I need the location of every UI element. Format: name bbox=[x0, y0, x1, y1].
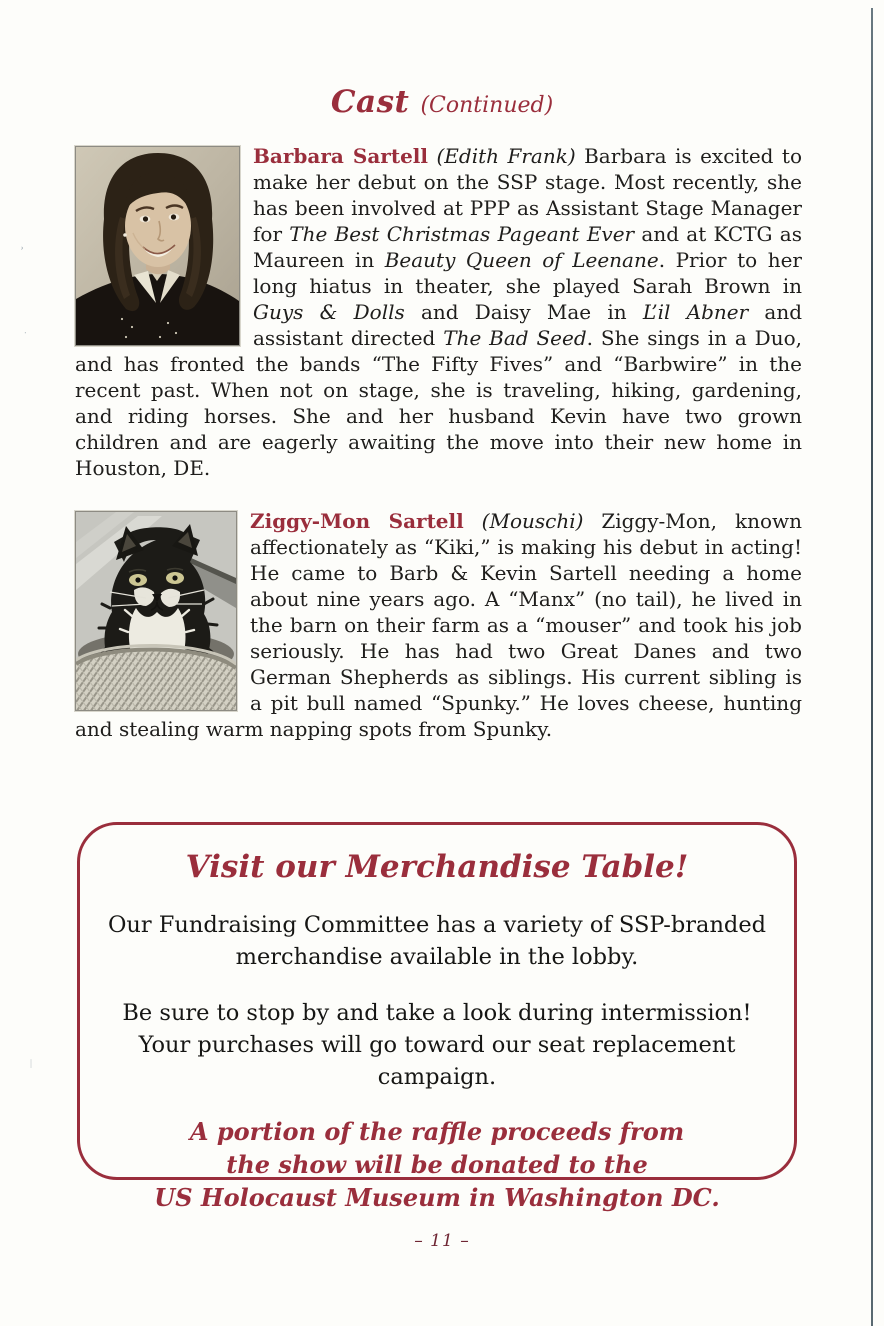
barbara-sartell-photo bbox=[75, 146, 240, 346]
cast-heading: Cast bbox=[330, 84, 410, 120]
merch-paragraph-intermission bbox=[80, 997, 794, 1093]
scan-artifact: ᐧ bbox=[24, 329, 27, 339]
merch-paragraph-fundraising bbox=[80, 909, 794, 973]
merch-line: Be sure to stop by and take a look during intermission! bbox=[122, 1000, 752, 1026]
merch-line: merchandise available in the lobby. bbox=[235, 944, 639, 970]
raffle-line: A portion of the raffle proceeds from bbox=[189, 1117, 685, 1146]
scan-artifact: ʾ bbox=[18, 244, 25, 259]
merchandise-box bbox=[77, 822, 797, 1212]
ziggy-mon-cat-photo bbox=[75, 511, 237, 711]
raffle-line: the show will be donated to the bbox=[226, 1150, 648, 1179]
raffle-notice bbox=[80, 1115, 794, 1214]
merch-box-title: Visit our Merchandise Table! bbox=[185, 849, 689, 885]
merch-line: Your purchases will go toward our seat replacement campaign. bbox=[138, 1032, 736, 1090]
merch-line: Our Fundraising Committee has a variety of SSP-branded bbox=[107, 912, 767, 938]
bio-ziggy-mon-sartell bbox=[75, 508, 802, 742]
bio-paragraph-barbara: Barbara Sartell (Edith Frank) Barbara is excited to make her debut on the SSP stage. Most recently, she has been involved at PPP as Assistant Stage Manager for The Best Christmas Pageant Ever and at KCTG as Maureen in Beauty Queen of Leenane. Prior to her long hiatus in theater, she played Sarah Brown in Guys & Dolls and Daisy Mae in L’il Abner and assistant directed The Bad Seed. She sings in a Duo, and has fronted the bands “The Fifty Fives” and “Barbwire” in the recent past. When not on stage, she is traveling, hiking, gardening, and riding horses. She and her husband Kevin have two grown children and are eagerly awaiting the move into their new home in Houston, DE. bbox=[75, 144, 803, 480]
page-number: – 11 – bbox=[414, 1231, 470, 1251]
portrait-photo-illustration bbox=[76, 147, 239, 345]
cast-heading-continued: (Continued) bbox=[420, 93, 554, 118]
page-title bbox=[0, 84, 884, 120]
bio-barbara-sartell bbox=[75, 143, 802, 481]
raffle-line: US Holocaust Museum in Washington DC. bbox=[154, 1183, 720, 1212]
scan-edge-line bbox=[871, 8, 873, 1326]
bio-paragraph-ziggy-mon: Ziggy-Mon Sartell (Mouschi) Ziggy-Mon, known affectionately as “Kiki,” is making his debut in acting! He came to Barb & Kevin Sartell needing a home about nine years ago. A “Manx” (no tail), he lived in the barn on their farm as a “mouser” and took his job seriously. He has had two Great Danes and two German Shepherds as siblings. His current sibling is a pit bull named “Spunky.” He loves cheese, hunting and stealing warm napping spots from Spunky. bbox=[75, 509, 802, 741]
scan-artifact: ᛁ bbox=[28, 1059, 34, 1070]
cat-photo-illustration bbox=[76, 512, 236, 710]
